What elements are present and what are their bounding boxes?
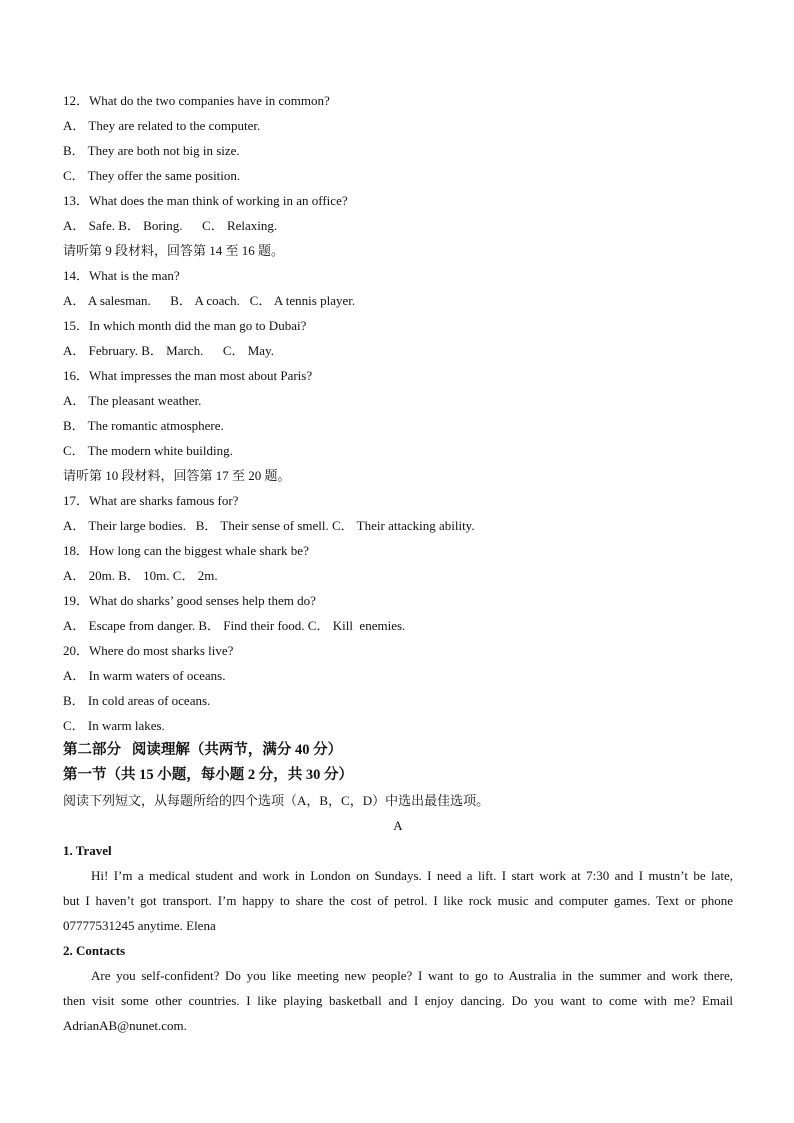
instruction-line: 请听第 9 段材料，回答第 14 至 16 题。	[63, 243, 285, 258]
ad-body-line: Hi! I’m a medical student and work in London on Sundays. I need a lift. I start work at 7:30 and I mustn’t be late,	[91, 868, 733, 883]
question-line: 18．How long can the biggest whale shark be?	[63, 543, 309, 558]
option-line: C． They offer the same position.	[63, 168, 241, 183]
question-line: 12．What do the two companies have in common?	[63, 93, 330, 108]
option-line: B． The romantic atmosphere.	[63, 418, 224, 433]
option-line: A． Escape from danger. B． Find their food. C． Kill enemies.	[63, 618, 406, 633]
instruction-line: 请听第 10 段材料，回答第 17 至 20 题。	[63, 468, 291, 483]
question-line: 13．What does the man think of working in an office?	[63, 193, 348, 208]
option-line: A． 20m. B． 10m. C． 2m.	[63, 568, 218, 583]
question-line: 19．What do sharks’ good senses help them do?	[63, 593, 316, 608]
section-instruction: 阅读下列短文，从每题所给的四个选项（A，B，C，D）中选出最佳选项。	[63, 793, 490, 808]
question-line: 14．What is the man?	[63, 268, 180, 283]
question-line: 16．What impresses the man most about Paris?	[63, 368, 313, 383]
page-content	[63, 90, 733, 1040]
option-line: B． They are both not big in size.	[63, 143, 240, 158]
option-line: A． They are related to the computer.	[63, 118, 261, 133]
ad-body-line: but I haven’t got transport. I’m happy to share the cost of petrol. I like rock music and computer games. Text or phone	[63, 893, 733, 908]
ad-contacts	[63, 940, 733, 1040]
question-line: 17．What are sharks famous for?	[63, 493, 239, 508]
option-line: A． Their large bodies. B． Their sense of smell. C． Their attacking ability.	[63, 518, 475, 533]
ad-title: 2. Contacts	[63, 943, 126, 958]
ad-body-line: 07777531245 anytime. Elena	[63, 918, 216, 933]
option-line: C． The modern white building.	[63, 443, 233, 458]
part-heading: 第二部分 阅读理解（共两节，满分 40 分）	[63, 742, 343, 758]
question-line: 20．Where do most sharks live?	[63, 643, 234, 658]
option-line: B． In cold areas of oceans.	[63, 693, 211, 708]
section-heading: 第一节（共 15 小题，每小题 2 分，共 30 分）	[63, 767, 353, 783]
ad-title: 1. Travel	[63, 843, 112, 858]
option-line: A． Safe. B． Boring. C． Relaxing.	[63, 218, 278, 233]
option-line: A． A salesman. B． A coach. C． A tennis player.	[63, 293, 356, 308]
option-line: C． In warm lakes.	[63, 718, 165, 733]
ad-body-line: Are you self-confident? Do you like meeting new people? I want to go to Australia in the summer and work there,	[91, 968, 733, 983]
option-line: A． In warm waters of oceans.	[63, 668, 226, 683]
ad-travel	[63, 840, 733, 940]
passage-label: A	[393, 818, 403, 833]
question-line: 15．In which month did the man go to Dubai?	[63, 318, 307, 333]
ad-body-line: AdrianAB@nunet.com.	[63, 1018, 187, 1033]
listening-questions	[63, 90, 733, 740]
option-line: A． February. B． March. C． May.	[63, 343, 274, 358]
option-line: A． The pleasant weather.	[63, 393, 202, 408]
ad-body-line: then visit some other countries. I like playing basketball and I enjoy dancing. Do you want to come with me? Email	[63, 993, 733, 1008]
